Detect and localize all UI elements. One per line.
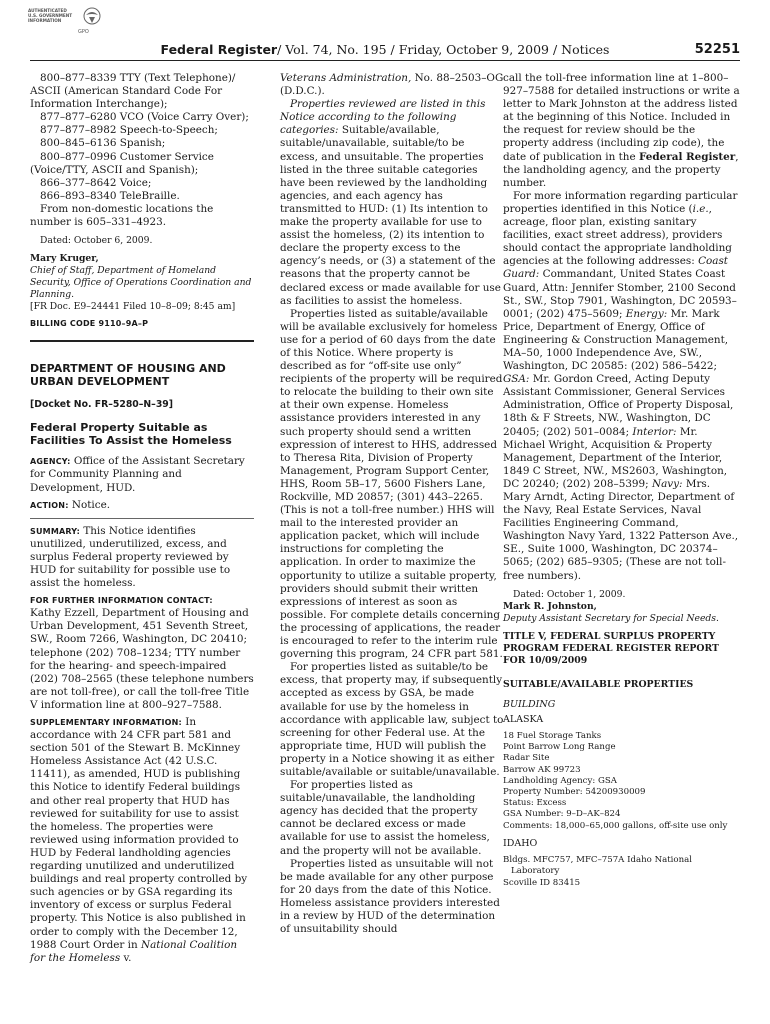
property-line: Property Number: 54200930009: [503, 787, 646, 798]
ie-abbrev: i.e.: [692, 202, 709, 215]
agency-label: AGENCY:: [30, 457, 71, 467]
navy-contact: Mrs. Mary Arndt, Acting Director, Department of the Navy, Real Estate Services, Naval Facilities Engineering Command, Washington Navy Yard, 1322 Patterson Ave., SE., Suite 1000, Washington, DC 20374–5065; (202) 685–9305; (These are not toll-free numbers).: [503, 477, 739, 582]
contact-label: FOR FURTHER INFORMATION CONTACT:: [30, 596, 213, 606]
review-text: call the toll-free information line at 1–800–927–7588 for detailed instructions or write a letter to Mark Johnston at the address listed at the beginning of this Notice. Included in the request for review should be the property address (including zip code), the date of publication in the: [503, 72, 740, 163]
categories-paragraph: [280, 98, 504, 308]
gsa-contact: Mr. Gordon Creed, Acting Deputy Assistant Commissioner, General Services Administration, Office of Property Disposal, 18th & F Streets, NW., Washington, DC 20405; (202) 501–0084;: [503, 373, 734, 438]
property-line: GSA Number: 9–D–AK–824: [503, 809, 621, 820]
contact-line: 800–877–0996 Customer Service (Voice/TTY, ASCII and Spanish);: [30, 150, 214, 176]
contacts-intro: For more information regarding particular properties identified in this Notice (: [503, 189, 738, 215]
unsuitable-paragraph: Properties listed as unsuitable will not be made available for any other purpose for 20 days from the date of this Notice. Homeless assistance providers interested in a review by HUD of the determination of unsuitability should: [280, 857, 500, 936]
contact-line: 800–877–8339 TTY (Text Telephone)/ ASCII (American Standard Code For Information Interchange);: [30, 72, 236, 111]
interior-label: Interior:: [632, 425, 677, 438]
federal-register-ref: Federal Register: [638, 150, 736, 163]
supplementary-paragraph: [30, 716, 254, 965]
column-2: [280, 72, 504, 936]
issue-info: / Vol. 74, No. 195 / Friday, October 9, 2009 / Notices: [277, 42, 610, 57]
property-line: Barrow AK 99723: [503, 764, 581, 775]
case-name: National Coalition for the Homeless: [30, 938, 238, 964]
to-be-excess-paragraph: For properties listed as suitable/to be excess, that property may, if subsequently accepted as excess by GSA, be made available for use by the homeless in accordance with applicable law, subject to screening for other Federal use. At the appropriate time, HUD will publish the property in a Notice showing it as either suitable/available or suitable/unavailable.: [280, 661, 504, 778]
property-line: Landholding Agency: GSA: [503, 775, 617, 786]
coast-guard-label: Coast Guard:: [503, 255, 728, 281]
contact-line: 877–877–8982 Speech-to-Speech;: [40, 124, 218, 137]
contact-line: From non-domestic locations the number is 605–331–4923.: [30, 202, 214, 229]
property-line: Scoville ID 83415: [503, 877, 581, 888]
interior-contact: Mr. Michael Wright, Acquisition & Property Management, Department of the Interior, 1849 C Street, NW., MS2603, Washington, DC 20240; (202) 208–5399;: [503, 425, 728, 490]
categories-text: Suitable/available, suitable/unavailable, suitable/to be excess, and unsuitable. The properties listed in the three suitable categories have been reviewed by the landholding agencies, and each agency has transmitted to HUD: (1) Its intention to make the property available for use to assist the homeless, (2) its intention to declare the property excess to the agency’s needs, or (3) a statement of the reasons that the property cannot be declared excess or made available for use as facilities to assist the homeless.: [280, 124, 501, 307]
contacts-intro-cont: , acreage, floor plan, existing sanitary facilities, exact street address), providers should contact the appropriate landholding agencies at the following addresses:: [503, 202, 732, 268]
coast-guard-contact: Commandant, United States Coast Guard, Attn: Jennifer Stomber, 2100 Second St., SW., Stop 7901, Washington, DC 20593–0001; (202) 475–5609;: [503, 268, 737, 320]
action-paragraph: [30, 499, 254, 512]
state-heading: ALASKA: [503, 713, 544, 725]
suitable-available-paragraph: Properties listed as suitable/available will be available exclusively for homeless use for a period of 60 days from the date of this Notice. Where property is described as for “off-site use only” recipients of the property will be required to relocate the building to their own site at their own expense. Homeless assistance providers interested in any such property should send a written expression of interest to HHS, addressed to Theresa Rita, Division of Property Management, Program Support Center, HHS, Room 5B–17, 5600 Fishers Lane, Rockville, MD 20857; (301) 443–2265. (This is not a toll-free number.) HHS will mail to the interested provider an application packet, which will include instructions for completing the application. In order to maximize the opportunity to utilize a suitable property, providers should submit their written expressions of interest as soon as possible. For complete details concerning the processing of applications, the reader is encouraged to refer to the interim rule governing this program, 24 CFR part 581.: [280, 307, 503, 661]
summary-paragraph: [30, 525, 254, 590]
gsa-label: GSA:: [503, 373, 530, 386]
review-text-end: , the landholding agency, and the property number.: [503, 150, 739, 189]
summary-text: This Notice identifies unutilized, underutilized, excess, and surplus Federal property reviewed by HUD for suitability for possible use to assist the homeless.: [30, 524, 231, 590]
property-line: Comments: 18,000–65,000 gallons, off-site use only: [503, 820, 728, 831]
property-line: Status: Excess: [503, 798, 567, 809]
section-heading: SUITABLE/AVAILABLE PROPERTIES: [503, 678, 694, 690]
contact-line: 877–877–6280 VCO (Voice Carry Over);: [40, 111, 249, 124]
energy-label: Energy:: [625, 307, 668, 320]
section-divider: [30, 340, 254, 342]
property-line: Bldgs. MFC757, MFC–757A Idaho National Laboratory: [503, 855, 693, 877]
property-entry: [503, 855, 740, 889]
action-label: ACTION:: [30, 500, 69, 510]
divider: [30, 518, 254, 519]
gpo-authentication-seal: [28, 6, 102, 36]
page-number: 52251: [694, 42, 740, 57]
supplementary-text: In accordance with 24 CFR part 581 and section 501 of the Stewart B. McKinney Homeless Assistance Act (42 U.S.C. 11411), as amended, HUD is publishing this Notice to identify Federal buildings and other real property that HUD has reviewed for suitability for use to assist the homeless. The properties were reviewed using information provided to HUD by Federal landholding agencies regarding unutilized and underutilized buildings and real property controlled by such agencies or by GSA regarding its inventory of excess or surplus Federal property. This Notice is also published in order to comply with the December 12, 1988 Court Order in: [30, 716, 248, 951]
seal-line-1: AUTHENTICATED: [28, 8, 67, 13]
signer-title: Chief of Staff, Department of Homeland Security, Office of Operations Coordination and Planning.: [30, 265, 252, 301]
notice-title: Federal Property Suitable as Facilities To Assist the Homeless: [30, 421, 232, 448]
header-citation: [30, 42, 740, 57]
review-paragraph: [503, 72, 740, 190]
agency-text: Office of the Assistant Secretary for Community Planning and Development, HUD.: [30, 455, 245, 494]
contact-line: 866–893–8340 TeleBraille.: [40, 189, 180, 202]
contact-text: Kathy Ezzell, Department of Housing and Urban Development, 451 Seventh Street, SW., Room 7266, Washington, DC 20410; telephone (202) 708–1234; TTY number for the hearing- and speech-impaired (202) 708–2565 (these telephone numbers are not toll-free), or call the toll-free Title V information line at 800–927–7588.: [30, 607, 254, 711]
journal-name: Federal Register: [160, 42, 278, 57]
seal-line-3: INFORMATION: [28, 18, 62, 23]
energy-contact: Mr. Mark Price, Department of Energy, Office of Engineering & Construction Management, MA–50, 1000 Independence Ave, SW., Washington, DC 20585: (202) 586–5422;: [503, 307, 729, 373]
dated-line: Dated: October 6, 2009.: [40, 235, 153, 247]
unavailable-paragraph: For properties listed as suitable/unavailable, the landholding agency has decided that the property cannot be declared excess or made available for use to assist the homeless, and the property will not be available.: [280, 779, 490, 857]
case-name-cont: Veterans Administration,: [280, 72, 412, 84]
action-text: Notice.: [71, 498, 111, 511]
supplementary-label: SUPPLEMENTARY INFORMATION:: [30, 718, 182, 727]
contact-paragraph: [30, 594, 254, 712]
docket-number: [Docket No. FR–5280–N–39]: [30, 399, 174, 411]
case-paragraph: [280, 72, 504, 98]
property-line: Radar Site: [503, 753, 550, 764]
state-heading: IDAHO: [503, 837, 538, 849]
signer-title: Deputy Assistant Secretary for Special Needs.: [503, 612, 719, 624]
contacts-paragraph: [503, 190, 740, 583]
category-heading: BUILDING: [503, 698, 556, 710]
report-title: TITLE V, FEDERAL SURPLUS PROPERTY PROGRAM FEDERAL REGISTER REPORT FOR 10/09/2009: [503, 630, 719, 666]
property-entry: [503, 731, 740, 832]
property-line: 18 Fuel Storage Tanks: [503, 731, 602, 742]
property-line: Point Barrow Long Range: [503, 742, 616, 753]
contact-line: 800–845–6136 Spanish;: [40, 137, 166, 150]
billing-code: BILLING CODE 9110–9A–P: [30, 319, 149, 329]
column-3: [503, 72, 740, 889]
agency-paragraph: [30, 455, 254, 494]
fr-doc-line: [FR Doc. E9–24441 Filed 10–8–09; 8:45 am]: [30, 301, 236, 313]
categories-intro: Properties reviewed are listed in this Notice according to the following categories:: [280, 98, 486, 137]
signer-name: Mark R. Johnston,: [503, 600, 597, 612]
supplementary-end: v.: [123, 951, 132, 964]
case-number: No. 88–2503–OG (D.D.C.).: [280, 72, 504, 98]
column-1: [30, 72, 254, 965]
signer-name: Mary Kruger,: [30, 253, 99, 265]
summary-label: SUMMARY:: [30, 526, 80, 536]
agency-heading: DEPARTMENT OF HOUSING AND URBAN DEVELOPMENT: [30, 362, 226, 389]
page-header: [30, 42, 740, 61]
eagle-icon: [84, 8, 100, 24]
dated-line: Dated: October 1, 2009.: [513, 588, 626, 600]
contact-line: 866–377–8642 Voice;: [40, 176, 152, 189]
seal-line-2: U.S. GOVERNMENT: [28, 13, 73, 18]
navy-label: Navy:: [651, 477, 683, 490]
seal-label: GPO: [78, 29, 89, 35]
